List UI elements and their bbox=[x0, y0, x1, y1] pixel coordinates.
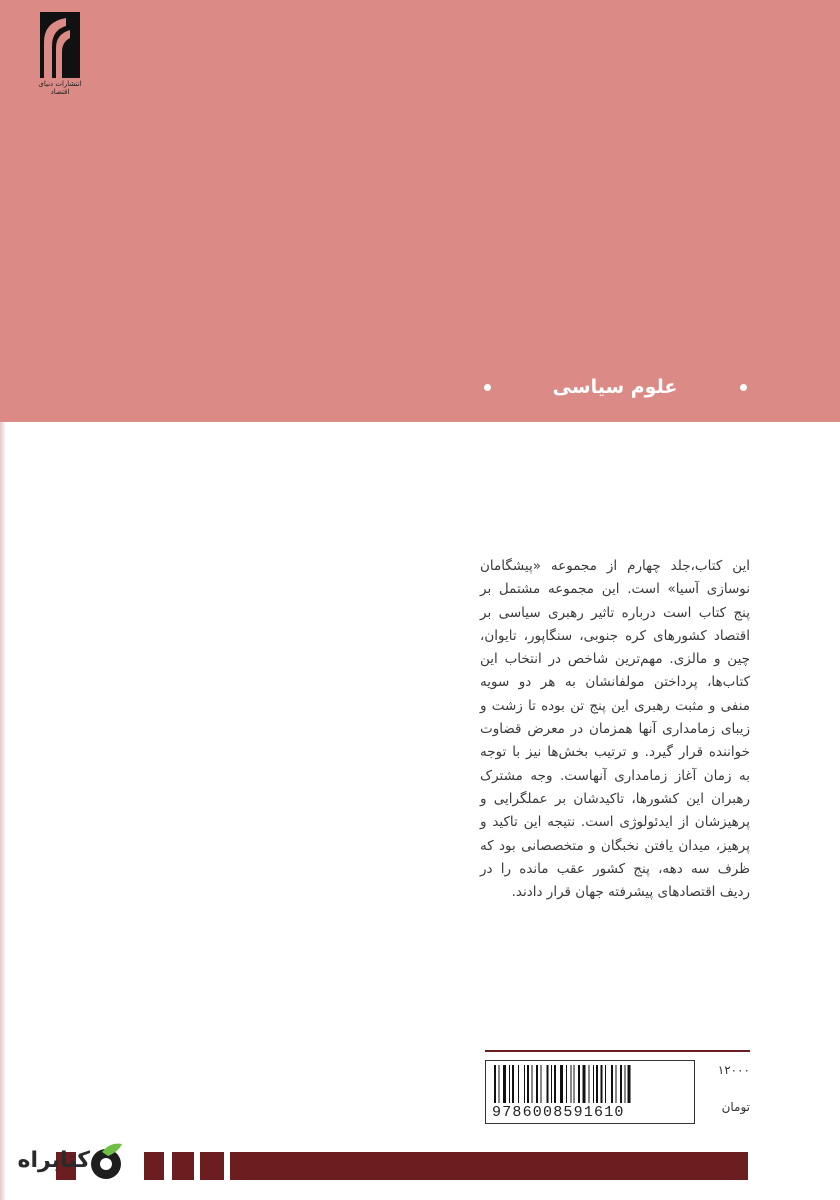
cover-top-panel bbox=[0, 0, 840, 422]
barcode-icon bbox=[492, 1065, 688, 1105]
cover-left-edge bbox=[0, 422, 6, 1200]
back-cover-blurb bbox=[480, 555, 750, 904]
publisher-logo-text: انتشارات دنیای اقتصاد bbox=[38, 80, 82, 96]
site-logo-icon bbox=[88, 1138, 128, 1182]
subject-row bbox=[480, 372, 750, 402]
bullet-dot bbox=[740, 384, 747, 391]
footer-stripe bbox=[200, 1152, 224, 1180]
blurb-text: این کتاب،جلد چهارم از مجموعه «پیشگامان نوسازی آسیا» است. این مجموعه مشتمل بر پنج کتاب است درباره تاثیر رهبری سیاسی بر اقتصاد کشورهای کره جنوبی، سنگاپور، تایوان، چین و مالزی. مهم‌ترین شاخص در انتخاب این کتاب‌ها، پرداختن مولفانشان به هر دو سویه منفی و مثبت رهبری این پنج تن بوده تا زشت و زیبای زمامداری آنها همزمان در معرض قضاوت خواننده قرار گیرد. و ترتیب بخش‌ها نیز با توجه به زمان آغاز زمامداری آنهاست. وجه مشترک رهبران این کشورها، تاکیدشان بر عملگرایی و پرهیزشان از ایدئولوژی است. نتیجه این تاکید و پرهیز، میدان یافتن نخبگان و متخصصانی بود که ظرف سه دهه، پنج کشور عقب مانده را در ردیف اقتصادهای پیشرفته جهان قرار دادند. bbox=[480, 558, 750, 901]
subject-label: علوم سیاسی bbox=[552, 376, 678, 398]
divider-rule bbox=[485, 1050, 750, 1052]
footer-stripe bbox=[172, 1152, 194, 1180]
bullet-dot bbox=[484, 384, 491, 391]
footer-stripe bbox=[144, 1152, 164, 1180]
price-value: ۱۲۰۰۰ bbox=[717, 1063, 750, 1077]
isbn-digits: 9786008591610 bbox=[492, 1104, 625, 1121]
isbn-barcode bbox=[485, 1060, 695, 1124]
footer-stripe bbox=[230, 1152, 748, 1180]
price-currency: تومان bbox=[721, 1100, 750, 1114]
site-logo-text: کتابراه bbox=[17, 1148, 90, 1173]
